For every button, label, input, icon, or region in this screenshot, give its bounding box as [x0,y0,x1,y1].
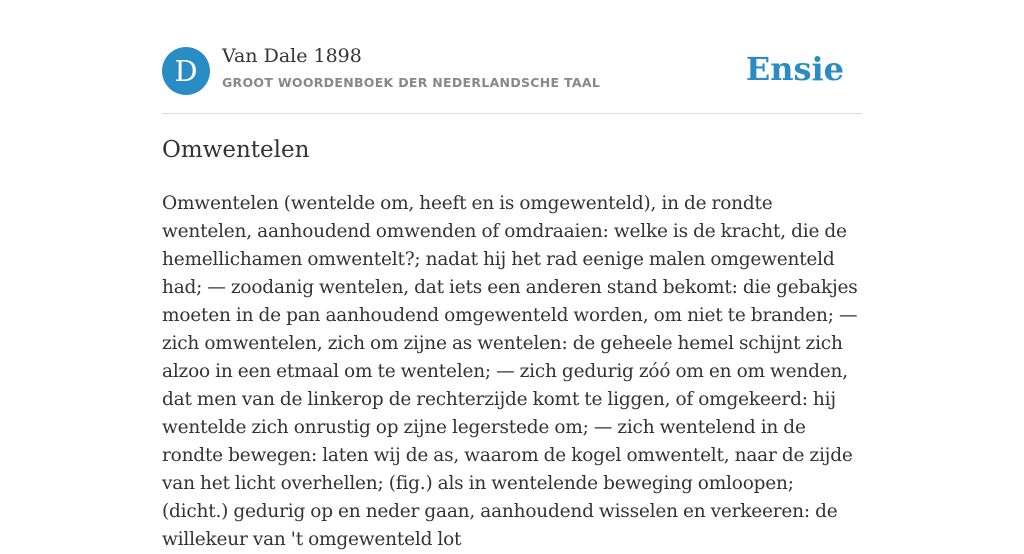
header [162,0,862,114]
entry-title: Omwentelen [162,137,310,163]
source-title[interactable]: Van Dale 1898 [222,45,362,67]
entry-definition: Omwentelen (wentelde om, heeft en is omgewenteld), in de rondte wentelen, aanhoudend omwenden of omdraaien: welke is de kracht, die de hemellichamen omwentelt?; nadat hij het rad eenige malen omgewenteld had; — zoodanig wentelen, dat iets een anderen stand bekomt: die gebakjes moeten in de pan aanhoudend omgewenteld worden, om niet te branden; — zich omwentelen, zich om zijne as wentelen: de geheele hemel schijnt zich alzoo in een etmaal om te wentelen; — zich gedurig zóó om en om wenden, dat men van de linkerop de rechterzijde komt te liggen, of omgekeerd: hij wentelde zich onrustig op zijne legerstede om; — zich wentelend in de rondte bewegen: laten wij de as, waarom de kogel omwentelt, naar de zijde van het licht overhellen; (fig.) als in wentelende beweging omloopen; (dicht.) gedurig op en neder gaan, aanhoudend wisselen en verkeeren: de willekeur van 't omgewenteld lot [162,193,858,550]
source-avatar[interactable]: D [162,47,210,95]
content-container [162,0,862,550]
brand-logo[interactable]: Ensie [745,50,844,88]
source-subtitle: GROOT WOORDENBOEK DER NEDERLANDSCHE TAAL [222,75,601,90]
